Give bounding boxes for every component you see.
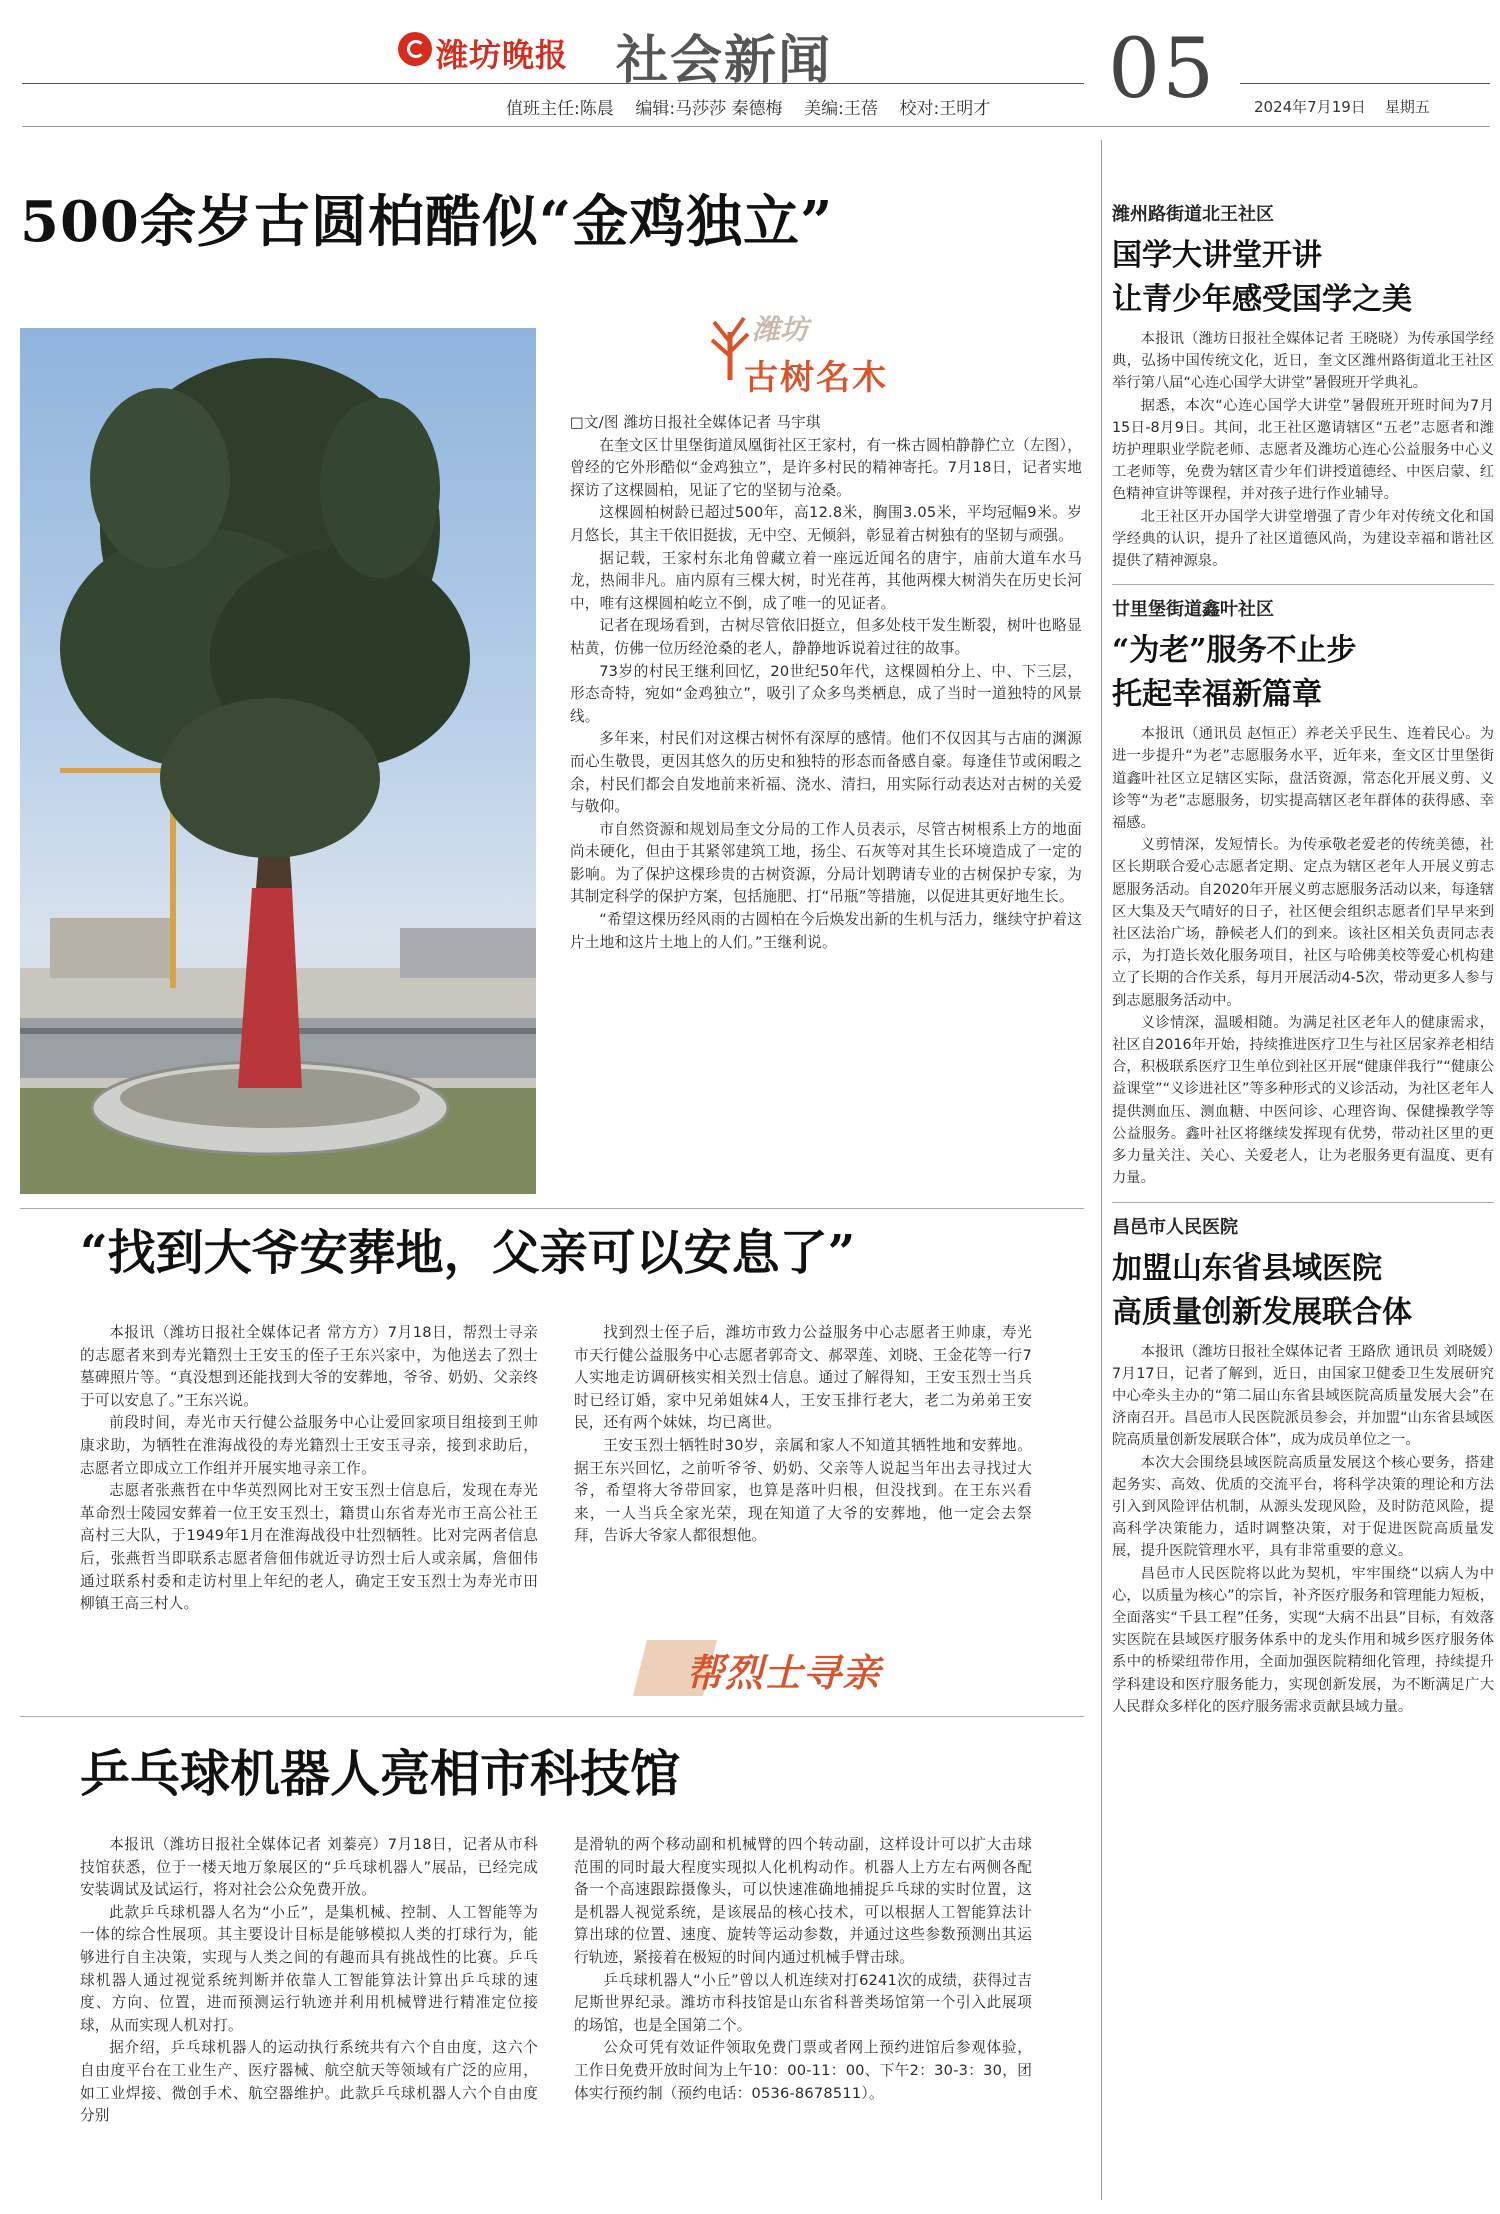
- issue-date: [1254, 96, 1430, 117]
- badge-bottom-text: 古树名木: [744, 358, 888, 398]
- article1-bottom-rule: [20, 1208, 1084, 1209]
- tree-photo: [20, 328, 536, 1194]
- article2-bottom-rule: [20, 1716, 1084, 1717]
- column-divider: [1101, 140, 1102, 2200]
- credit-proof: 校对:王明才: [899, 99, 991, 119]
- header-bottom-rule: [22, 126, 1490, 127]
- right-divider: [1112, 1202, 1494, 1203]
- article3-para: 是滑轨的两个移动副和机械臂的四个转动副，这样设计可以扩大击球范围的同时最大程度实现拟人化机构动作。机器人上方左右两侧各配备一个高速跟踪摄像头，可以快速准确地捕捉乒乓球的实时位置，这是机器人视觉系统，是该展品的核心技术，可以根据人工智能算法计算出球的位置、速度、旋转等运动参数，并通过这些参数预测出其运行轨迹，紧接着在极短的时间内通过机械手臂击球。: [574, 1836, 1032, 1966]
- tree-photo-svg: [20, 328, 536, 1194]
- right2-para: 义剪情深，发短情长。为传承敬老爱老的传统美德，社区长期联合爱心志愿者定期、定点为辖区老年人开展义剪志愿服务活动。自2020年开展义剪志愿服务活动以来，每逢辖区大集及天气晴好的日子，社区便会组织志愿者们早早来到社区法治广场，静候老人们的到来。该社区相关负责同志表示，为打造长效化服务项目，社区与哈佛美校等爱心机构建立了长期的合作关系，每月开展活动4-5次，带动更多人参与到志愿服务活动中。: [1112, 837, 1494, 1009]
- article1-para: “希望这棵历经风雨的古圆柏在今后焕发出新的生机与活力，继续守护着这片土地和这片土地上的人们。”王继利说。: [570, 911, 1082, 951]
- article1-para: 在奎文区廿里堡街道凤凰街社区王家村，有一株古圆柏静静伫立（左图），曾经的它外形酷似“金鸡独立”，是许多村民的精神寄托。7月18日，记者实地探访了这棵圆柏，见证了它的坚韧与沧桑。: [570, 436, 1082, 499]
- article1-para: 市自然资源和规划局奎文分局的工作人员表示，尽管古树根系上方的地面尚未硬化，但由于其紧邻建筑工地，扬尘、石灰等对其生长环境造成了一定的影响。为了保护这棵珍贵的古树资源，分局计划聘请专业的古树保护专家，为其制定科学的保护方案，包括施肥、打“吊瓶”等措施，以促进其更好地生长。: [570, 820, 1082, 906]
- article2-para: 前段时间，寿光市天行健公益服务中心让爱回家项目组接到王帅康求助，为牺牲在淮海战役的寿光籍烈士王安玉寻亲，接到求助后，志愿者立即成立工作组并开展实地寻亲工作。: [80, 1414, 538, 1477]
- article1-para: 73岁的村民王继利回忆，20世纪50年代，这棵圆柏分上、中、下三层，形态奇特，宛如“金鸡独立”，吸引了众多鸟类栖息，成了当时一道独特的风景线。: [570, 662, 1082, 725]
- article1-para: 这棵圆柏树龄已超过500年，高12.8米，胸围3.05米，平均冠幅9米。岁月悠长，其主干依旧挺拔，无中空、无倾斜，彰显着古树独有的坚韧与顽强。: [570, 504, 1082, 544]
- masthead: [398, 18, 898, 91]
- section-name: 社会新闻: [616, 30, 833, 91]
- right3-para: 本次大会围绕县域医院高质量发展这个核心要务，搭建起务实、高效、优质的交流平台，将科学决策的理论和方法引入到风险评估机制，从源头发现风险，及时防范风险，提高科学决策能力，适时调整决策，对于促进医院高质量发展，提升医院管理水平，具有非常重要的意义。: [1112, 1454, 1494, 1560]
- right2-para: 义诊情深，温暖相随。为满足社区老年人的健康需求，社区自2016年开始，持续推进医疗卫生与社区居家养老相结合，积极联系医疗卫生单位到社区开展“健康伴我行”“健康公益课堂”“义诊进社区”等多种形式的义诊活动，为社区老年人提供测血压、测血糖、中医问诊、心理咨询、保健操教学等公益服务。鑫叶社区将继续发挥现有优势，带动社区里的更多力量关注、关心、关爱老人，让为老服务更有温度、更有力量。: [1112, 1014, 1494, 1187]
- article1-headline: 500余岁古圆柏酷似“金鸡独立”: [20, 189, 834, 255]
- right1-headline-2: 让青少年感受国学之美: [1112, 282, 1412, 317]
- article1-byline: □文/图 潍坊日报社全媒体记者 马宇琪: [570, 414, 821, 431]
- article3-para: 本报讯（潍坊日报社全媒体记者 刘蓁亮）7月18日，记者从市科技馆获悉，位于一楼天地万象展区的“乒乓球机器人”展品，已经完成安装调试及试运行，将对社会公众免费开放。: [80, 1836, 538, 1899]
- article3-headline: 乒乓球机器人亮相市科技馆: [80, 1744, 680, 1803]
- right2-para: 本报讯（通讯员 赵恒正）养老关乎民生、连着民心。为进一步提升“为老”志愿服务水平，近年来，奎文区廿里堡街道鑫叶社区立足辖区实际，盘活资源，常态化开展义剪、义诊等“为老”志愿服务，切实提高辖区老年群体的获得感、幸福感。: [1112, 726, 1494, 832]
- date: 2024年7月19日: [1254, 98, 1366, 116]
- article3-para: 乒乓球机器人“小丘”曾以人机连续对打6241次的成绩，获得过吉尼斯世界纪录。潍坊市科技馆是山东省科普类场馆第一个引入此展项的场馆，也是全国第二个。: [574, 1971, 1032, 2034]
- right3-para: 本报讯（潍坊日报社全媒体记者 王路欣 通讯员 刘晓媛）7月17日，记者了解到，近日，由国家卫健委卫生发展研究中心牵头主办的“第二届山东省县域医院高质量发展大会”在济南召开。昌邑市人民医院派员参会，并加盟“山东省县域医院高质量创新发展联合体”，成为成员单位之一。: [1112, 1343, 1494, 1449]
- article1-para: 记者在现场看到，古树尽管依旧挺立，但多处枝干发生断裂，树叶也略显枯黄，仿佛一位历经沧桑的老人，静静地诉说着过往的故事。: [570, 617, 1082, 657]
- right1-para: 本报讯（潍坊日报社全媒体记者 王晓晓）为传承国学经典，弘扬中国传统文化，近日，奎文区潍州路街道北王社区举行第八届“心连心国学大讲堂”暑假班开学典礼。: [1112, 331, 1494, 392]
- article2-para: 志愿者张燕哲在中华英烈网比对王安玉烈士信息后，发现在寿光革命烈士陵园安葬着一位王安玉烈士，籍贯山东省寿光市王高公社王高村三大队，于1949年1月在淮海战役中壮烈牺牲。比对完两者信息后，张燕哲当即联系志愿者詹佃伟就近寻访烈士后人或亲属，詹佃伟通过联系村委和走访村里上年纪的老人，确定王安玉烈士为寿光市田柳镇王高三村人。: [80, 1482, 538, 1613]
- right2-headline-2: 托起幸福新篇章: [1112, 677, 1322, 713]
- article3-col2: [574, 1834, 1032, 2105]
- right2-kicker: 廿里堡街道鑫叶社区: [1112, 599, 1274, 621]
- header-rule-right: [1240, 83, 1490, 84]
- right2-headline-1: “为老”服务不止步: [1112, 633, 1357, 669]
- article2-para: 找到烈士侄子后，潍坊市致力公益服务中心志愿者王帅康，寿光市天行健公益服务中心志愿者郭奇文、郝翠莲、刘晓、王金花等一行7人实地走访调研核实相关烈士信息。通过了解得知，王安玉烈士当兵时已经订婚，家中兄弟姐妹4人，王安玉排行老大，老二为弟弟王安民，还有两个妹妹，均已离世。: [574, 1324, 1032, 1432]
- page-number: 05: [1108, 22, 1217, 117]
- right3-kicker: 昌邑市人民医院: [1112, 1216, 1238, 1238]
- article2-headline: “找到大爷安葬地，父亲可以安息了”: [80, 1225, 856, 1281]
- article2-para: 王安玉烈士牺牲时30岁，亲属和家人不知道其牺牲地和安葬地。据王东兴回忆，之前听爷爷、奶奶、父亲等人说起当年出去寻找过大爷，希望将大爷带回家，也算是落叶归根，但没找到。在王东兴看来，一人当兵全家光荣，现在知道了大爷的安葬地，他一定会去祭拜，告诉大爷家人都很想他。: [574, 1436, 1032, 1545]
- article2-col2: [574, 1322, 1032, 1548]
- martyr-badge-text: 帮烈士寻亲: [686, 1650, 882, 1695]
- article3-para: 此款乒乓球机器人名为“小丘”，是集机械、控制、人工智能等为一体的综合性展项。其主要设计目标是能够模拟人类的打球行为，能够进行自主决策，实现与人类之间的有趣而具有挑战性的比赛。乒乓球机器人通过视觉系统判断并依靠人工智能算法计算出乒乓球的速度、方向、位置，进而预测运行轨迹并利用机械臂进行精准定位接球，从而实现人机对打。: [80, 1903, 538, 2034]
- right3-headline-2: 高质量创新发展联合体: [1112, 1294, 1412, 1330]
- right1-body: [1112, 328, 1494, 572]
- article1-body: [570, 412, 1082, 954]
- article2-col1: [80, 1322, 538, 1616]
- credit-editor: 编辑:马莎莎 秦德梅: [635, 99, 783, 119]
- badge-top-text: 潍坊: [752, 313, 809, 346]
- paper-logo-icon-swirl: [407, 40, 425, 58]
- ancient-tree-badge: [708, 306, 938, 402]
- right-divider: [1112, 584, 1494, 585]
- right1-para: 北王社区开办国学大讲堂增强了青少年对传统文化和国学经典的认识，提升了社区道德风尚，为建设幸福和谐社区提供了精神源泉。: [1112, 508, 1494, 570]
- credits: [506, 94, 990, 119]
- paper-name: 潍坊晚报: [436, 36, 569, 74]
- header-rule-left: [22, 83, 1084, 84]
- article3-col1: [80, 1834, 538, 2128]
- right3-para: 昌邑市人民医院将以此为契机，牢牢围绕“以病人为中心，以质量为核心”的宗旨，补齐医疗服务和管理能力短板，全面落实“千县工程”任务，实现“大病不出县”目标，有效落实医院在县域医疗服务体系中的龙头作用和城乡医疗服务体系中的桥梁纽带作用，全面加强医院精细化管理，持续提升学科建设和医疗服务能力，实现创新发展，为不断满足广大人民群众多样化的医疗服务需求贡献县域力量。: [1112, 1565, 1494, 1715]
- article1-para: 多年来，村民们对这棵古树怀有深厚的感情。他们不仅因其与古庙的渊源而心生敬畏，更因其悠久的历史和独特的形态而备感自豪。每逢佳节或闲暇之余，村民们都会自发地前来祈福、浇水、清扫，用实际行动表达对古树的关爱与敬仰。: [570, 730, 1082, 816]
- right3-headline-1: 加盟山东省县域医院: [1112, 1250, 1382, 1286]
- article1-para: 据记载，王家村东北角曾藏立着一座远近闻名的唐宇，庙前大道车水马龙，热闹非凡。庙内原有三棵大树，时光荏苒，其他两棵大树消失在历史长河中，唯有这棵圆柏屹立不倒，成了唯一的见证者。: [570, 549, 1082, 612]
- right3-body: [1112, 1341, 1494, 1718]
- article2-para: 本报讯（潍坊日报社全媒体记者 常方方）7月18日，帮烈士寻亲的志愿者来到寿光籍烈士王安玉的侄子王东兴家中，为他送去了烈士墓碑照片等。“真没想到还能找到大爷的安葬地，爷爷、奶奶、父亲终于可以安息了。”王东兴说。: [80, 1324, 538, 1409]
- credit-duty: 值班主任:陈晨: [506, 99, 614, 119]
- article3-para: 据介绍，乒乓球机器人的运动执行系统共有六个自由度，这六个自由度平台在工业生产、医疗器械、航空航天等领域有广泛的应用，如工业焊接、微创手术、航空器维护。此款乒乓球机器人六个自由度分别: [80, 2039, 538, 2125]
- right1-kicker: 潍州路街道北王社区: [1112, 204, 1274, 225]
- right1-para: 据悉，本次“心连心国学大讲堂”暑假班开班时间为7月15日-8月9日。其间，北王社区邀请辖区“五老”志愿者和潍坊护理职业学院老师、志愿者及潍坊心连心公益服务中心义工老师等，免费为辖区青少年们讲授道德经、中医启蒙、红色精神宣讲等课程，并对孩子进行作业辅导。: [1112, 397, 1494, 503]
- credit-art: 美编:王蓓: [804, 99, 878, 119]
- martyr-badge: [640, 1636, 970, 1700]
- weekday: 星期五: [1384, 98, 1430, 116]
- right2-body: [1112, 723, 1494, 1189]
- right-column: [1112, 200, 1494, 1718]
- article3-para: 公众可凭有效证件领取免费门票或者网上预约进馆后参观体验，工作日免费开放时间为上午10：00-11：00、下午2：30-3：30，团体实行预约制（预约电话：0536-8678511）。: [574, 2039, 1032, 2102]
- right1-headline-1: 国学大讲堂开讲: [1112, 238, 1322, 273]
